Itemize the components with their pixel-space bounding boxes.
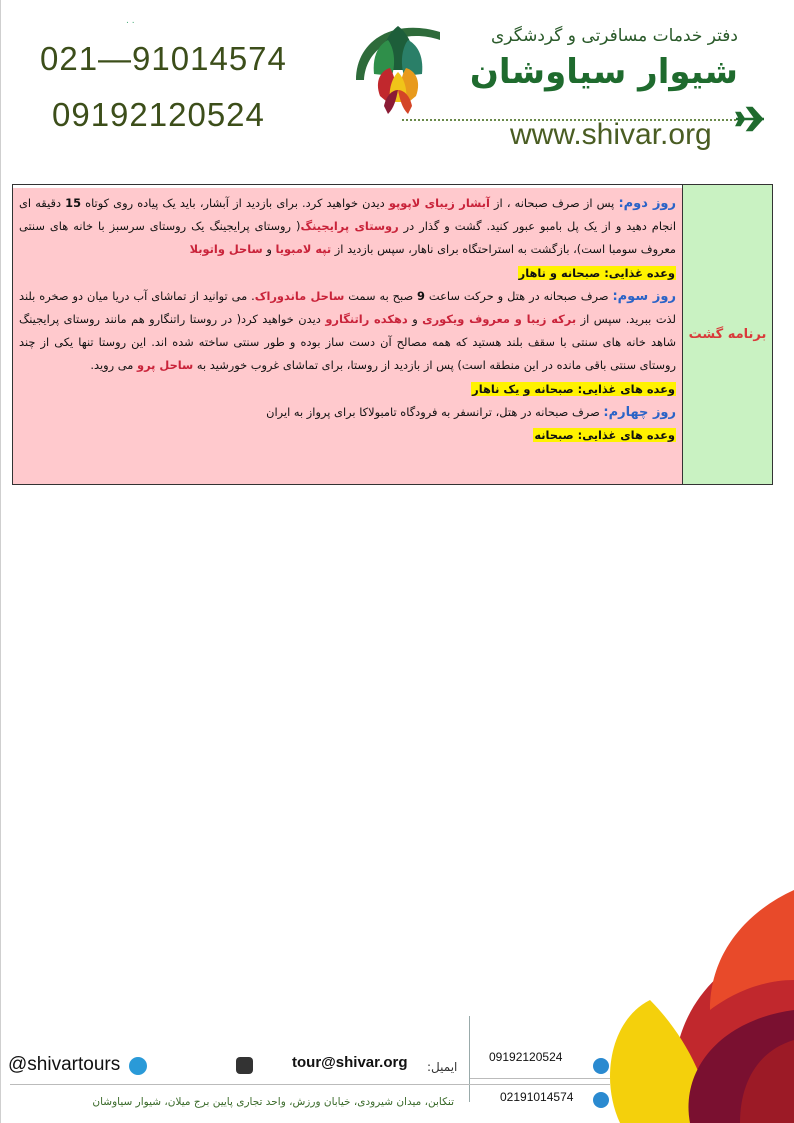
landline-icon [593, 1092, 609, 1108]
place-name: تپه لامبویا [275, 242, 332, 257]
day-2-paragraph [19, 192, 676, 285]
phone-icon [593, 1058, 609, 1074]
instagram-icon[interactable] [236, 1057, 253, 1074]
footer-divider-short [470, 1078, 610, 1079]
day-2-text: ( روستای پرایجینگ یک روستای سرسبز با خانه های سنتی معروف سومبا است)، بازگشت به استراحتگاه برای ناهار، سپس بازدید از [19, 219, 676, 257]
website-link[interactable]: www.shivar.org [510, 118, 712, 151]
itinerary-content [13, 188, 682, 484]
brand-name: شیوار سیاوشان [469, 52, 738, 92]
email-link[interactable]: tour@shivar.org [292, 1054, 408, 1071]
day-2-text: پس از صرف صبحانه ، از [489, 196, 619, 210]
day-3-number: 9 [417, 288, 425, 303]
header-phone-1: 021—91014574 [40, 40, 287, 77]
day-3-title: روز سوم: [612, 288, 676, 304]
itinerary-table [12, 184, 773, 485]
day-3-text: صرف صبحانه در هتل و حرکت ساعت [424, 288, 613, 303]
footer-divider [10, 1084, 610, 1085]
day-2-text: و [262, 242, 276, 257]
footer-phone-1[interactable]: 09192120524 [489, 1050, 563, 1064]
day-2-text: دقیقه ای انجام دهید و از یک پل بامبو عبور کنید. گشت و گذار در [19, 196, 676, 234]
day-4-title: روز چهارم: [603, 404, 676, 420]
place-name: ساحل پرو [137, 358, 194, 373]
day-4-paragraph [19, 401, 676, 447]
day-3-text: دیدن خواهید کرد( در روستا راتنگارو هم مانند روستای پرایجینگ شاهد خانه های سنتی با سقف بلند هستید که همه مصالح آن دست ساز بوده و طور سنتی ساخته شده اند. این روستا تنها یکی از چند روستای سنتی باقی مانده در این منطقه است) پس از بازدید از روستا، برای تماشای غروب خورشید به [19, 312, 676, 373]
day-3-text: و [407, 312, 423, 327]
place-name: برکه زیبا و معروف ویکوری [422, 312, 577, 327]
day-2-text: دیدن خواهید کرد. برای بازدید از آبشار، باید یک پیاده روی کوتاه [81, 196, 389, 210]
social-handle[interactable]: @shivartours [8, 1054, 121, 1075]
telegram-icon[interactable] [129, 1057, 147, 1075]
day-3-text: می روید. [90, 358, 137, 373]
place-name: دهکده راتنگارو [325, 312, 408, 327]
airplane-icon [734, 102, 768, 136]
place-name: روستای پرایجینگ [300, 219, 399, 234]
itinerary-label-cell [682, 185, 772, 484]
footer-phone-2[interactable]: 02191014574 [500, 1090, 574, 1104]
place-name: ساحل واتوبلا [189, 242, 263, 257]
day-4-text: صرف صبحانه در هتل، ترانسفر به فرودگاه تامبولاکا برای پرواز به ایران [266, 404, 604, 419]
decorative-petals [560, 890, 794, 1123]
day-3-text: صبح به سمت [344, 288, 418, 303]
day-2-title: روز دوم: [618, 196, 676, 211]
day-3-meals: وعده های غذایی: صبحانه و یک ناهار [472, 381, 675, 396]
day-3-text: . می توانید از تماشای آب دریا میان دو صخره بلند لذت ببرید. سپس از [19, 288, 676, 327]
email-label: ایمیل: [427, 1060, 458, 1074]
corner-mark: . . [126, 16, 135, 26]
header-phone-2: 09192120524 [52, 96, 265, 133]
day-2-number: 15 [65, 196, 81, 210]
place-name: آبشار زیبای لاپوپو [388, 196, 490, 210]
agency-name: دفتر خدمات مسافرتی و گردشگری [491, 26, 738, 46]
itinerary-label: برنامه گشت [688, 327, 767, 342]
lotus-logo-icon [344, 10, 452, 128]
day-2-meals: وعده غذایی: صبحانه و ناهار [518, 265, 675, 280]
day-4-meals: وعده های غذایی: صبحانه [534, 428, 675, 443]
address-text: تنکابن، میدان شیرودی، خیابان ورزش، واحد تجاری پایین برج میلان، شیوار سیاوشان [92, 1096, 454, 1108]
footer-divider-vertical [469, 1016, 470, 1102]
place-name: ساحل ماندوراک [254, 288, 345, 303]
day-3-paragraph [19, 285, 676, 401]
